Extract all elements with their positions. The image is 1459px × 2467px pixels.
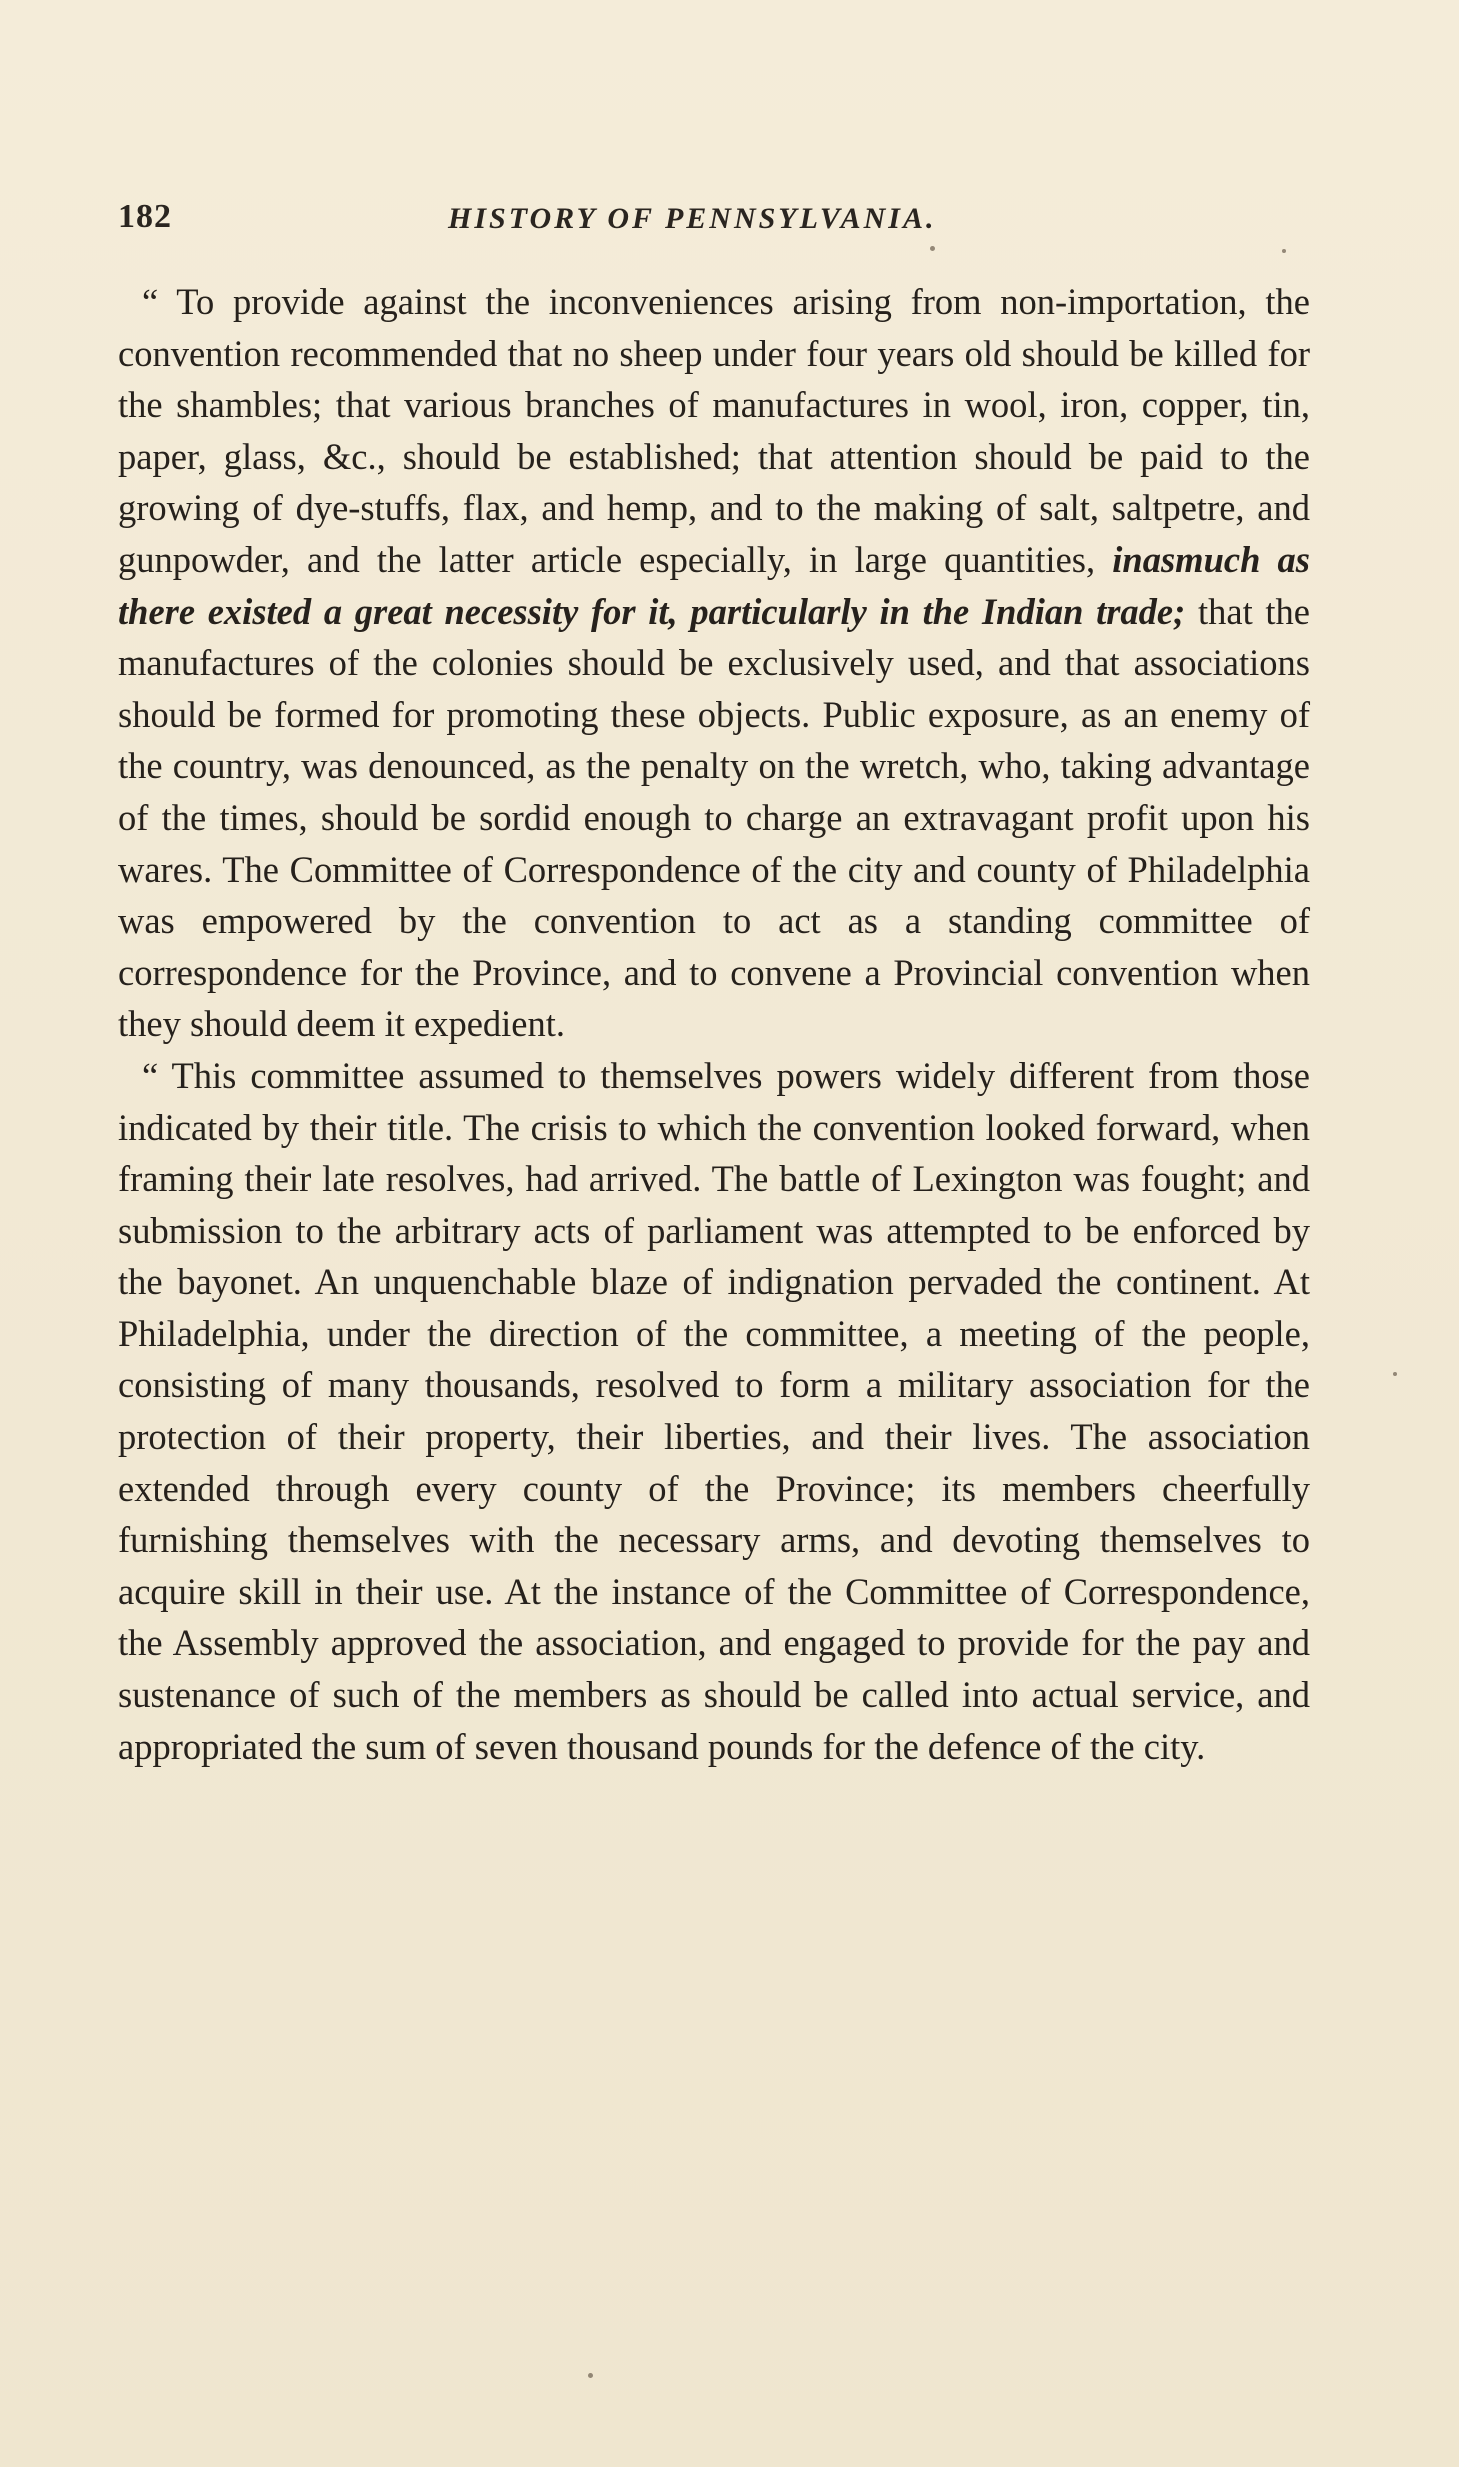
page-header [118,198,1316,242]
paragraph-1-emphasis: inasmuch as there existed a great necessity for it, particularly in the Indian trade; [118,538,1310,632]
ink-speck [1282,249,1286,253]
paragraph-2: “ This committee assumed to themselves powers widely different from those indicated by their title. The crisis to which the convention looked forward, when framing their late resolves, had arrived. The battle of Lexington was fought; and submission to the arbitrary acts of parliament was attempted to be enforced by the bayonet. An unquenchable blaze of indignation pervaded the continent. At Philadelphia, under the direction of the committee, a meeting of the people, consisting of many thousands, resolved to form a military association for the protection of their property, their liberties, and their lives. The association extended through every county of the Province; its members cheerfully furnishing themselves with the necessary arms, and devoting themselves to acquire skill in their use. At the instance of the Committee of Correspondence, the Assembly approved the association, and engaged to provide for the pay and sustenance of such of the members as should be called into actual service, and appropriated the sum of seven thousand pounds for the defence of the city. [118,1054,1310,1767]
paragraph-1 [118,276,1310,1050]
body-text [118,276,1310,1772]
ink-speck [1393,1372,1397,1376]
paragraph-1-text-a: “ To provide against the inconveniences arising from non-importation, the convention recommended that no sheep under four years old should be killed for the shambles; that various branches of manufactures in wool, iron, copper, tin, paper, glass, &c., should be established; that attention should be paid to the growing of dye-stuffs, flax, and hemp, and to the making of salt, saltpetre, and gunpowder, and the latter article especially, in large quantities, [118,281,1310,580]
paragraph-1-text-b: that the manufactures of the colonies should be exclusively used, and that associations should be formed for promoting these objects. Public exposure, as an enemy of the country, was denounced, as the penalty on the wretch, who, taking advantage of the times, should be sordid enough to charge an extravagant profit upon his wares. The Committee of Correspondence of the city and county of Philadelphia was empowered by the convention to act as a standing committee of correspondence for the Province, and to convene a Provincial convention when they should deem it expedient. [118,590,1311,1045]
ink-speck [930,246,935,251]
ink-speck [588,2373,593,2378]
page-number: 182 [118,198,172,235]
running-title: HISTORY OF PENNSYLVANIA. [448,202,937,235]
